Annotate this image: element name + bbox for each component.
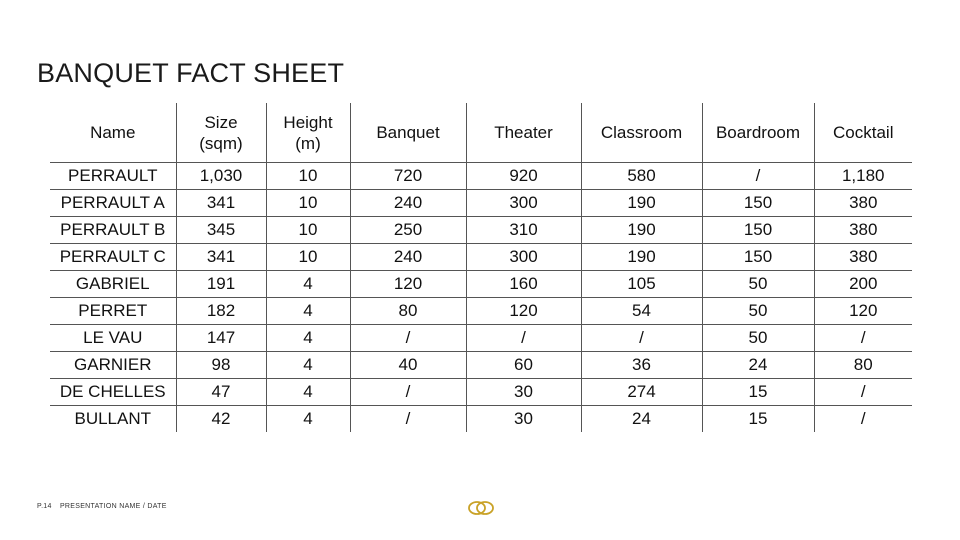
table-cell: 190 <box>581 244 702 271</box>
table-cell: 150 <box>702 217 814 244</box>
table-cell: 50 <box>702 298 814 325</box>
table-cell: 150 <box>702 244 814 271</box>
table-row <box>50 217 912 244</box>
table-cell: 10 <box>266 244 350 271</box>
table-row <box>50 244 912 271</box>
room-name-cell: PERRET <box>50 298 176 325</box>
table-cell: 24 <box>581 406 702 433</box>
table-cell: 60 <box>466 352 581 379</box>
table-cell: 300 <box>466 190 581 217</box>
table-cell: 15 <box>702 406 814 433</box>
table-cell: 1,030 <box>176 163 266 190</box>
room-name-cell: PERRAULT <box>50 163 176 190</box>
table-cell: 105 <box>581 271 702 298</box>
table-cell: 190 <box>581 217 702 244</box>
table-cell: 1,180 <box>814 163 912 190</box>
column-header-line: Cocktail <box>833 123 894 142</box>
room-name-cell: GABRIEL <box>50 271 176 298</box>
column-header-line: Classroom <box>600 123 683 142</box>
table-cell: 10 <box>266 190 350 217</box>
table-cell: 380 <box>814 217 912 244</box>
table-cell: 345 <box>176 217 266 244</box>
table-cell: / <box>350 379 466 406</box>
table-cell: 30 <box>466 406 581 433</box>
column-header <box>266 103 350 163</box>
room-name-cell: GARNIER <box>50 352 176 379</box>
room-name-cell: PERRAULT A <box>50 190 176 217</box>
table-cell: 160 <box>466 271 581 298</box>
column-header-line: Name <box>90 123 136 142</box>
table-cell: 380 <box>814 190 912 217</box>
table-body <box>50 163 912 433</box>
table-cell: 10 <box>266 217 350 244</box>
column-header-line: Theater <box>494 123 553 142</box>
table-cell: 300 <box>466 244 581 271</box>
table-cell: 380 <box>814 244 912 271</box>
column-header <box>350 103 466 163</box>
table-cell: 80 <box>814 352 912 379</box>
table-row <box>50 298 912 325</box>
table-cell: 120 <box>814 298 912 325</box>
room-name-cell: PERRAULT B <box>50 217 176 244</box>
column-header <box>50 103 176 163</box>
column-header-line: Banquet <box>376 123 440 142</box>
footer <box>37 503 167 510</box>
table-cell: 50 <box>702 271 814 298</box>
column-header <box>702 103 814 163</box>
table-cell: 147 <box>176 325 266 352</box>
table-cell: 50 <box>702 325 814 352</box>
table-cell: / <box>581 325 702 352</box>
table-cell: 47 <box>176 379 266 406</box>
column-header-line: Size <box>204 112 238 132</box>
table-cell: 240 <box>350 244 466 271</box>
column-header <box>581 103 702 163</box>
table-cell: 341 <box>176 244 266 271</box>
table-cell: 191 <box>176 271 266 298</box>
table-cell: 54 <box>581 298 702 325</box>
table-cell: 920 <box>466 163 581 190</box>
table-cell: / <box>350 325 466 352</box>
table-cell: 4 <box>266 406 350 433</box>
column-header <box>814 103 912 163</box>
table-cell: / <box>814 325 912 352</box>
room-name-cell: BULLANT <box>74 409 152 428</box>
table-row <box>50 352 912 379</box>
table-cell: 240 <box>350 190 466 217</box>
table-row <box>50 325 912 352</box>
room-name-cell: PERRAULT C <box>50 244 176 271</box>
table-cell: 182 <box>176 298 266 325</box>
table-row <box>50 406 912 433</box>
table-row <box>50 379 912 406</box>
table-cell: 580 <box>581 163 702 190</box>
page-title: BANQUET FACT SHEET <box>37 58 345 88</box>
table-cell: 200 <box>814 271 912 298</box>
table-cell: 42 <box>176 406 266 433</box>
table-cell: 36 <box>581 352 702 379</box>
table-cell: 4 <box>266 298 350 325</box>
table-header-row <box>50 103 912 163</box>
page-number: P.14 <box>37 503 52 510</box>
table-cell: 24 <box>702 352 814 379</box>
table-cell: 341 <box>176 190 266 217</box>
table-cell: 4 <box>266 379 350 406</box>
table-cell: 120 <box>350 271 466 298</box>
banquet-fact-table <box>50 103 912 432</box>
room-name-cell: LE VAU <box>50 325 176 352</box>
column-header <box>466 103 581 163</box>
table-cell: 274 <box>581 379 702 406</box>
table-cell: / <box>466 325 581 352</box>
table-cell: 98 <box>176 352 266 379</box>
table-cell: 150 <box>702 190 814 217</box>
column-header-line: Boardroom <box>715 123 801 142</box>
table-cell: 40 <box>350 352 466 379</box>
table-cell: / <box>702 163 814 190</box>
table-row <box>50 190 912 217</box>
table-row <box>50 271 912 298</box>
column-header-line: (m) <box>295 133 321 153</box>
table-row <box>50 163 912 190</box>
table-cell: 4 <box>266 352 350 379</box>
presentation-label: PRESENTATION NAME / DATE <box>59 503 167 510</box>
table-cell: / <box>814 379 912 406</box>
table-cell: 30 <box>466 379 581 406</box>
table-cell: 4 <box>266 325 350 352</box>
table-cell: / <box>350 406 466 433</box>
column-header-line: Height <box>283 112 333 132</box>
room-name-cell: DE CHELLES <box>50 379 176 406</box>
table-cell: 250 <box>350 217 466 244</box>
column-header-line: (sqm) <box>199 133 243 153</box>
table-cell: 4 <box>266 271 350 298</box>
table-cell: 190 <box>581 190 702 217</box>
table-cell: 720 <box>350 163 466 190</box>
interlocking-rings-icon <box>466 499 496 517</box>
table-cell: 120 <box>466 298 581 325</box>
table-cell: 80 <box>350 298 466 325</box>
table-cell: / <box>814 406 912 433</box>
table-cell: 310 <box>466 217 581 244</box>
column-header <box>176 103 266 163</box>
table-cell: 15 <box>702 379 814 406</box>
table-cell: 10 <box>266 163 350 190</box>
